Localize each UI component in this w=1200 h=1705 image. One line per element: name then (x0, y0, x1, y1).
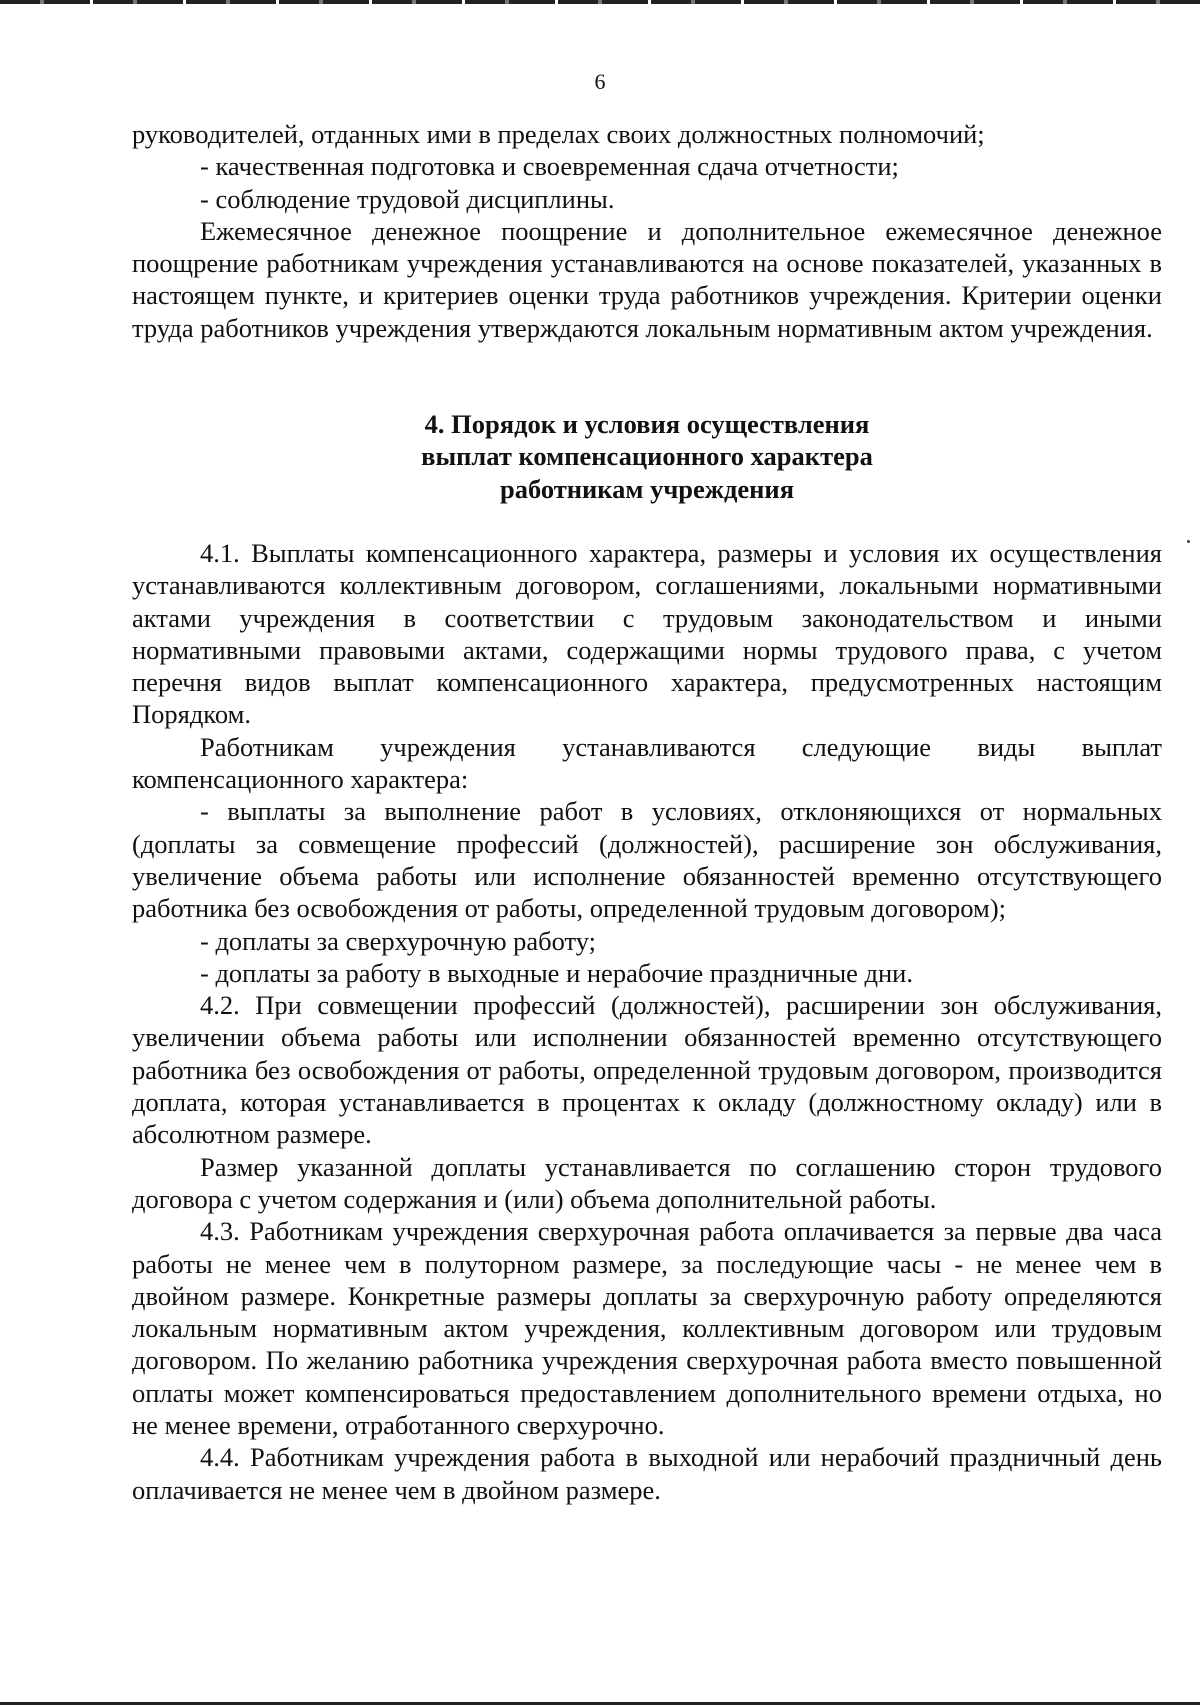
list-item: - выплаты за выполнение работ в условиях, отклоняющихся от нормальных (доплаты за совмещение профессий (должностей), расширение зон обслуживания, увеличение объема работы или исполнение обязанностей временно отсутствующего работника без освобождения от работы, определенной трудовым договором); (132, 796, 1162, 924)
paragraph: Размер указанной доплаты устанавливается по соглашению сторон трудового договора с учетом содержания и (или) объема дополнительной работы. (132, 1151, 1162, 1214)
section-heading-line: выплат компенсационного характера (421, 441, 873, 472)
section-heading (132, 408, 1162, 505)
paragraph: Ежемесячное денежное поощрение и дополнительное ежемесячное денежное поощрение работникам учреждения устанавливаются на основе показателей, указанных в настоящем пункте, и критериев оценки труда работников учреждения. Критерии оценки труда работников учреждения утверждаются локальным нормативным актом учреждения. (132, 215, 1162, 343)
paragraph: 4.3. Работникам учреждения сверхурочная работа оплачивается за первые два часа работы не менее чем в полуторном размере, за последующие часы - не менее чем в двойном размере. Конкретные размеры доплаты за сверхурочную работу определяются локальным нормативным актом учреждения, коллективным договором или трудовым договором. По желанию работника учреждения сверхурочная работа вместо повышенной оплаты может компенсироваться предоставлением дополнительного времени отдыха, но не менее времени, отработанного сверхурочно. (132, 1216, 1162, 1440)
scan-edge-top (0, 0, 1200, 4)
section-heading-line: 4. Порядок и условия осуществления (424, 409, 870, 440)
page-number: 6 (594, 69, 606, 94)
paragraph: 4.4. Работникам учреждения работа в выходной или нерабочий праздничный день оплачивается не менее чем в двойном размере. (132, 1442, 1162, 1505)
paragraph: 4.1. Выплаты компенсационного характера, размеры и условия их осуществления устанавливаются коллективным договором, соглашениями, локальными нормативными актами учреждения в соответствии с трудовым законодательством и иными нормативными правовыми актами, содержащими нормы трудового права, с учетом перечня видов выплат компенсационного характера, предусмотренных настоящим Порядком. (132, 537, 1162, 730)
paragraph: 4.2. При совмещении профессий (должностей), расширении зон обслуживания, увеличении объема работы или исполнении обязанностей временно отсутствующего работника без освобождения от работы, определенной трудовым договором, производится доплата, которая устанавливается в процентах к окладу (должностному окладу) или в абсолютном размере. (132, 990, 1162, 1150)
section-heading-line: работникам учреждения (499, 473, 795, 504)
list-item: - доплаты за сверхурочную работу; (200, 925, 597, 956)
scan-artifact (1187, 540, 1190, 543)
paragraph: руководителей, отданных ими в пределах своих должностных полномочий; (132, 119, 985, 149)
list-item: - доплаты за работу в выходные и нерабочие праздничные дни. (200, 957, 913, 988)
document-body (132, 118, 1162, 1506)
list-item: - качественная подготовка и своевременная сдача отчетности; (200, 151, 899, 182)
list-item: - соблюдение трудовой дисциплины. (200, 183, 615, 214)
paragraph: Работникам учреждения устанавливаются следующие виды выплат компенсационного характера: (132, 731, 1162, 795)
